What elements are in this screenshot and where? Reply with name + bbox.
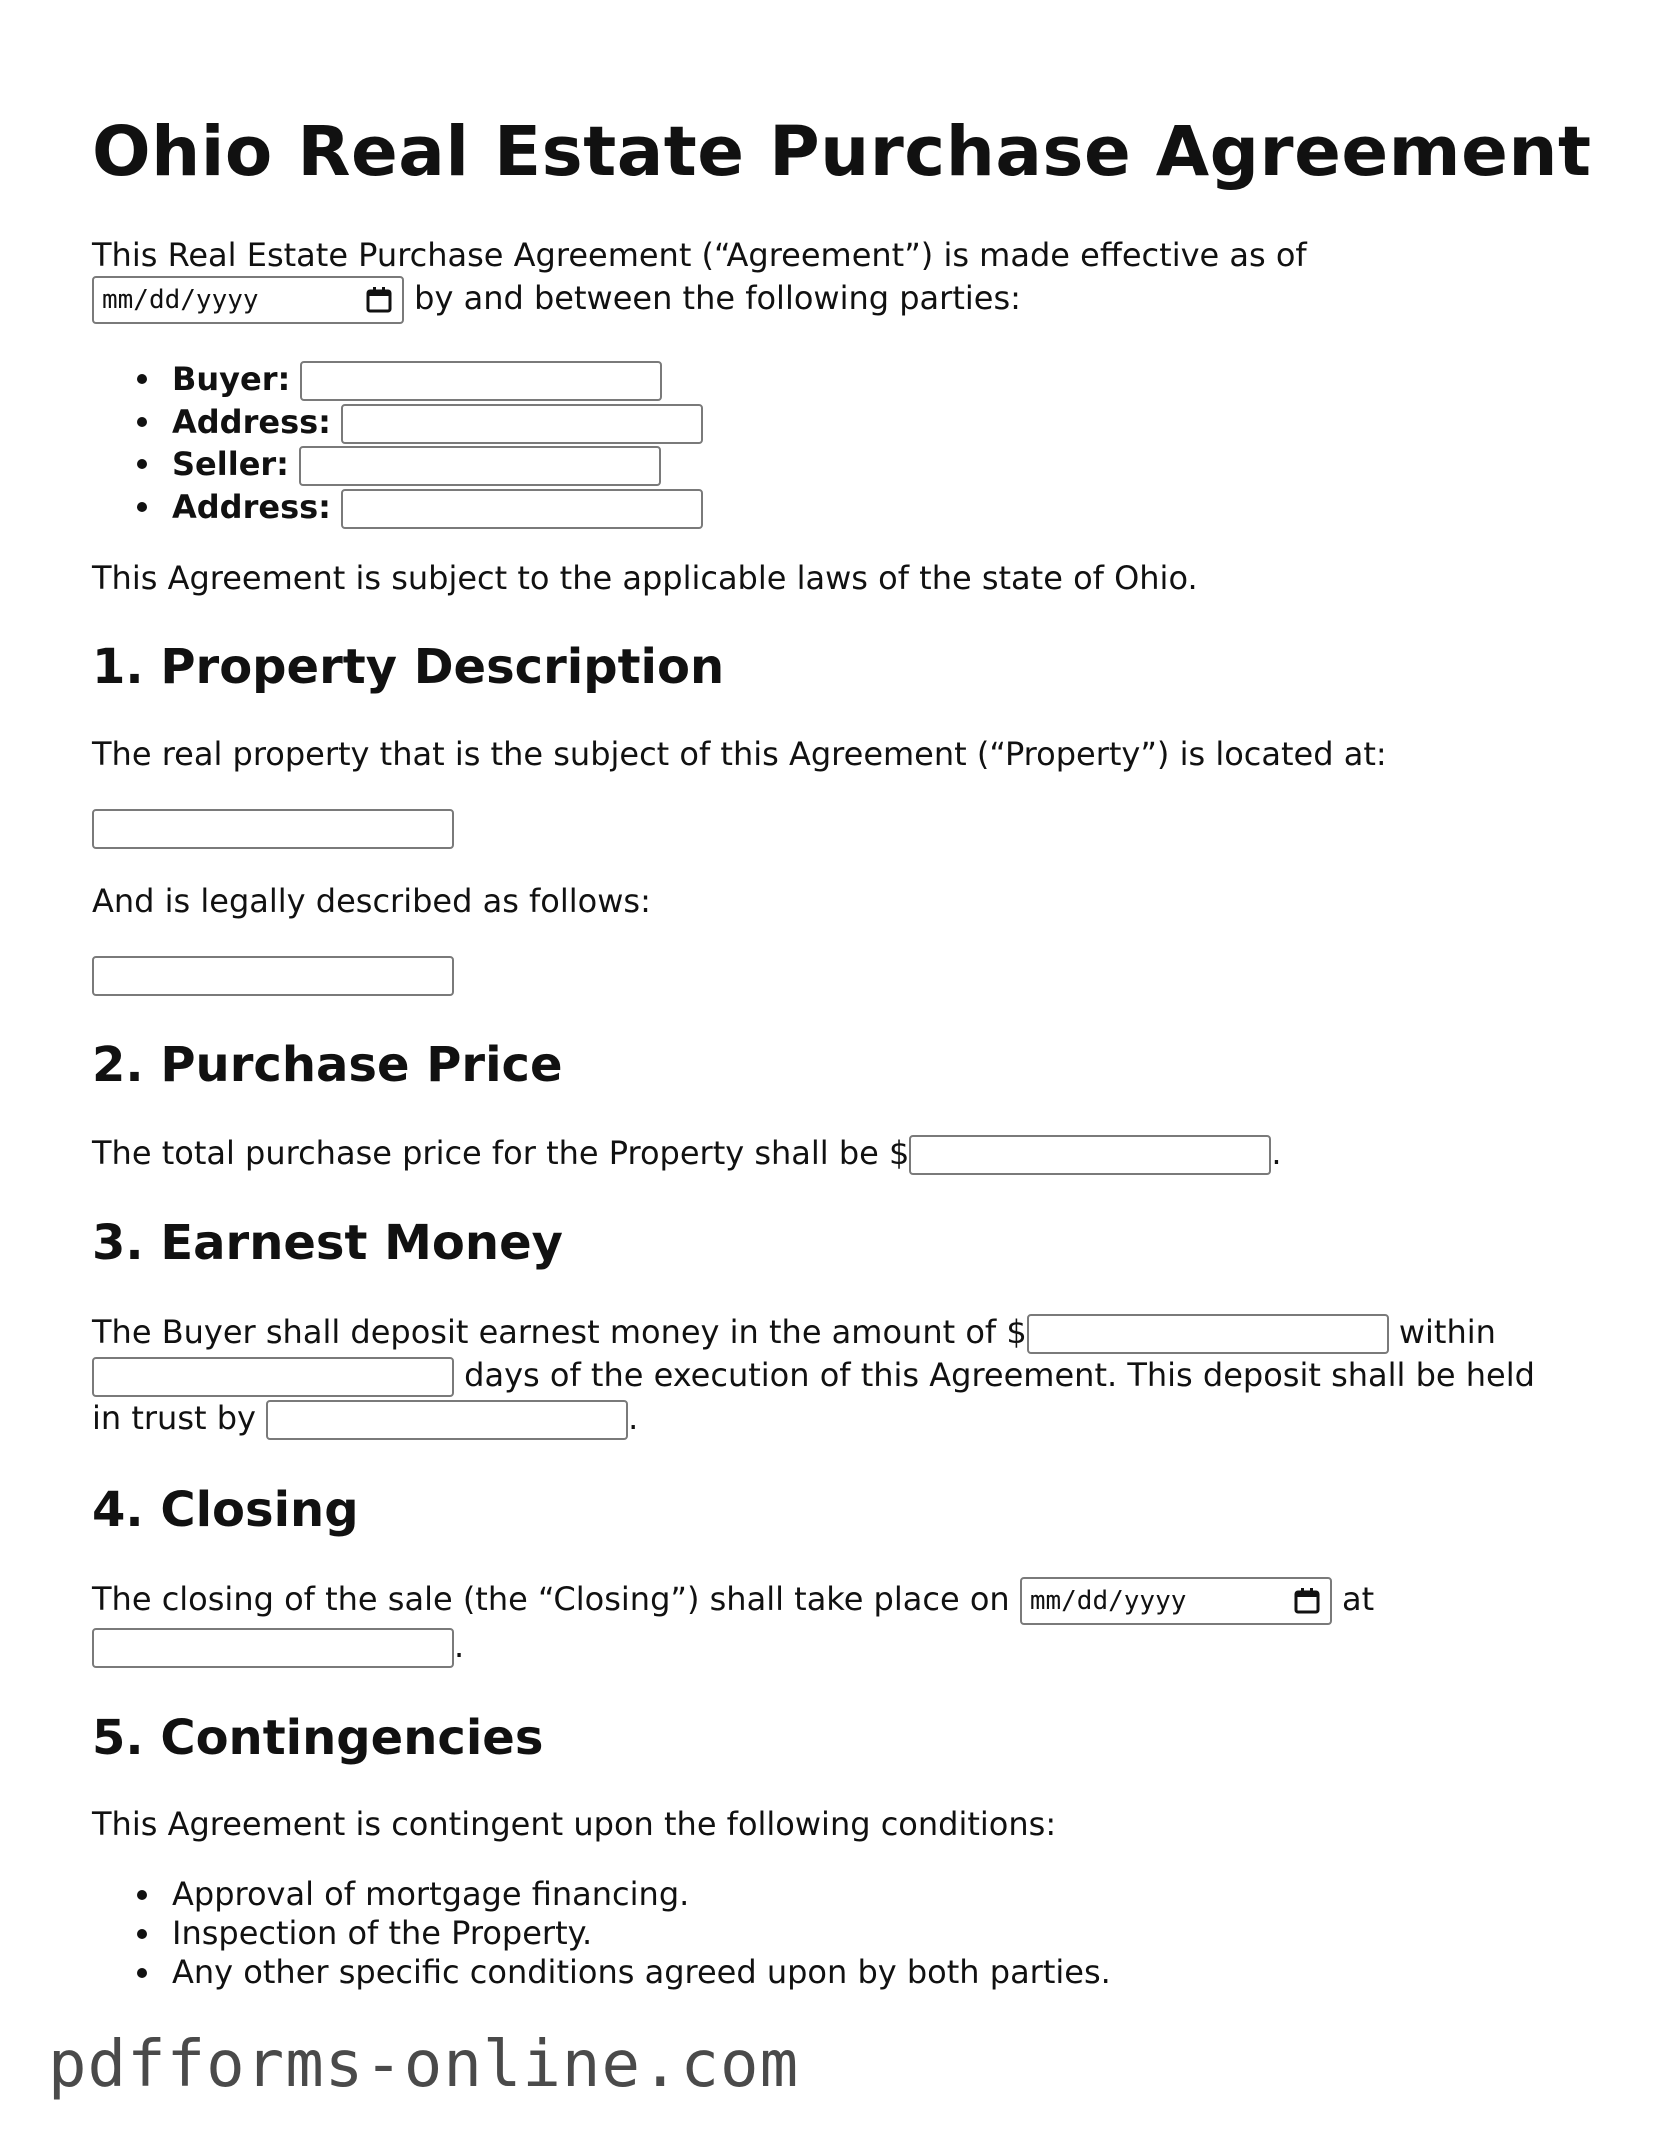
- escrow-holder-input[interactable]: [266, 1400, 628, 1440]
- section-1-heading: 1. Property Description: [92, 639, 725, 695]
- earnest-amount-input[interactable]: [1027, 1314, 1389, 1354]
- governing-law-text: This Agreement is subject to the applicable laws of the state of Ohio.: [92, 559, 1198, 597]
- contingency-item: Inspection of the Property.: [92, 1914, 1111, 1953]
- party-label: Seller:: [172, 445, 289, 483]
- contingencies-list: [92, 1875, 1111, 1992]
- document-title: Ohio Real Estate Purchase Agreement: [92, 112, 1592, 192]
- party-label: Address:: [172, 402, 331, 441]
- intro-text-before-date: This Real Estate Purchase Agreement (“Agreement”) is made effective as of: [92, 236, 1307, 274]
- intro-paragraph: [92, 234, 1307, 324]
- buyer-address-input[interactable]: [341, 404, 703, 444]
- purchase-price-period: .: [1271, 1134, 1282, 1172]
- closing-text-at: at: [1342, 1580, 1375, 1618]
- party-item-seller-address: [92, 486, 703, 529]
- property-location-row: [92, 806, 454, 849]
- buyer-name-input[interactable]: [300, 361, 662, 401]
- section-5-heading: 5. Contingencies: [92, 1710, 544, 1766]
- closing-period: .: [454, 1627, 465, 1665]
- closing-paragraph: [92, 1577, 1374, 1668]
- party-item-seller: [92, 443, 703, 486]
- contingency-item: Approval of mortgage financing.: [92, 1875, 1111, 1914]
- legal-description-input[interactable]: [92, 956, 454, 996]
- earnest-period: .: [628, 1399, 639, 1437]
- watermark-footer: pdfforms-online.com: [48, 2028, 800, 2102]
- parties-list: [92, 358, 703, 528]
- seller-name-input[interactable]: [299, 446, 661, 486]
- purchase-price-input[interactable]: [909, 1135, 1271, 1175]
- section-4-heading: 4. Closing: [92, 1482, 359, 1538]
- contingency-item: Any other specific conditions agreed upon by both parties.: [92, 1953, 1111, 1992]
- contingencies-text: This Agreement is contingent upon the following conditions:: [92, 1805, 1057, 1843]
- legal-description-row: [92, 953, 454, 996]
- purchase-price-text: The total purchase price for the Property shall be $: [92, 1134, 910, 1172]
- party-label: Address:: [172, 487, 331, 526]
- party-item-buyer-address: [92, 401, 703, 444]
- party-label: Buyer:: [172, 360, 291, 398]
- party-item-buyer: [92, 358, 703, 401]
- closing-date-placeholder: mm/dd/yyyy: [1029, 1586, 1187, 1616]
- calendar-icon[interactable]: [364, 285, 394, 315]
- property-address-input[interactable]: [92, 809, 454, 849]
- intro-text-after-date: by and between the following parties:: [414, 279, 1021, 317]
- earnest-text-amount: The Buyer shall deposit earnest money in the amount of $: [92, 1313, 1027, 1351]
- calendar-icon[interactable]: [1292, 1586, 1322, 1616]
- closing-date-input[interactable]: [1020, 1577, 1332, 1625]
- closing-location-input[interactable]: [92, 1628, 454, 1668]
- purchase-price-paragraph: [92, 1132, 1282, 1175]
- property-location-text: The real property that is the subject of this Agreement (“Property”) is located at:: [92, 735, 1387, 773]
- earnest-text-days: days of the execution of this Agreement. This deposit shall be held: [464, 1356, 1535, 1394]
- section-2-heading: 2. Purchase Price: [92, 1037, 563, 1093]
- earnest-text-within: within: [1398, 1313, 1496, 1351]
- effective-date-placeholder: mm/dd/yyyy: [102, 285, 259, 315]
- seller-address-input[interactable]: [341, 489, 703, 529]
- earnest-money-paragraph: [92, 1311, 1535, 1440]
- earnest-days-input[interactable]: [92, 1357, 454, 1397]
- earnest-text-trust: in trust by: [92, 1399, 256, 1437]
- legal-description-text: And is legally described as follows:: [92, 882, 651, 920]
- effective-date-input[interactable]: [92, 276, 404, 324]
- section-3-heading: 3. Earnest Money: [92, 1215, 563, 1271]
- closing-text-date: The closing of the sale (the “Closing”) shall take place on: [92, 1580, 1010, 1618]
